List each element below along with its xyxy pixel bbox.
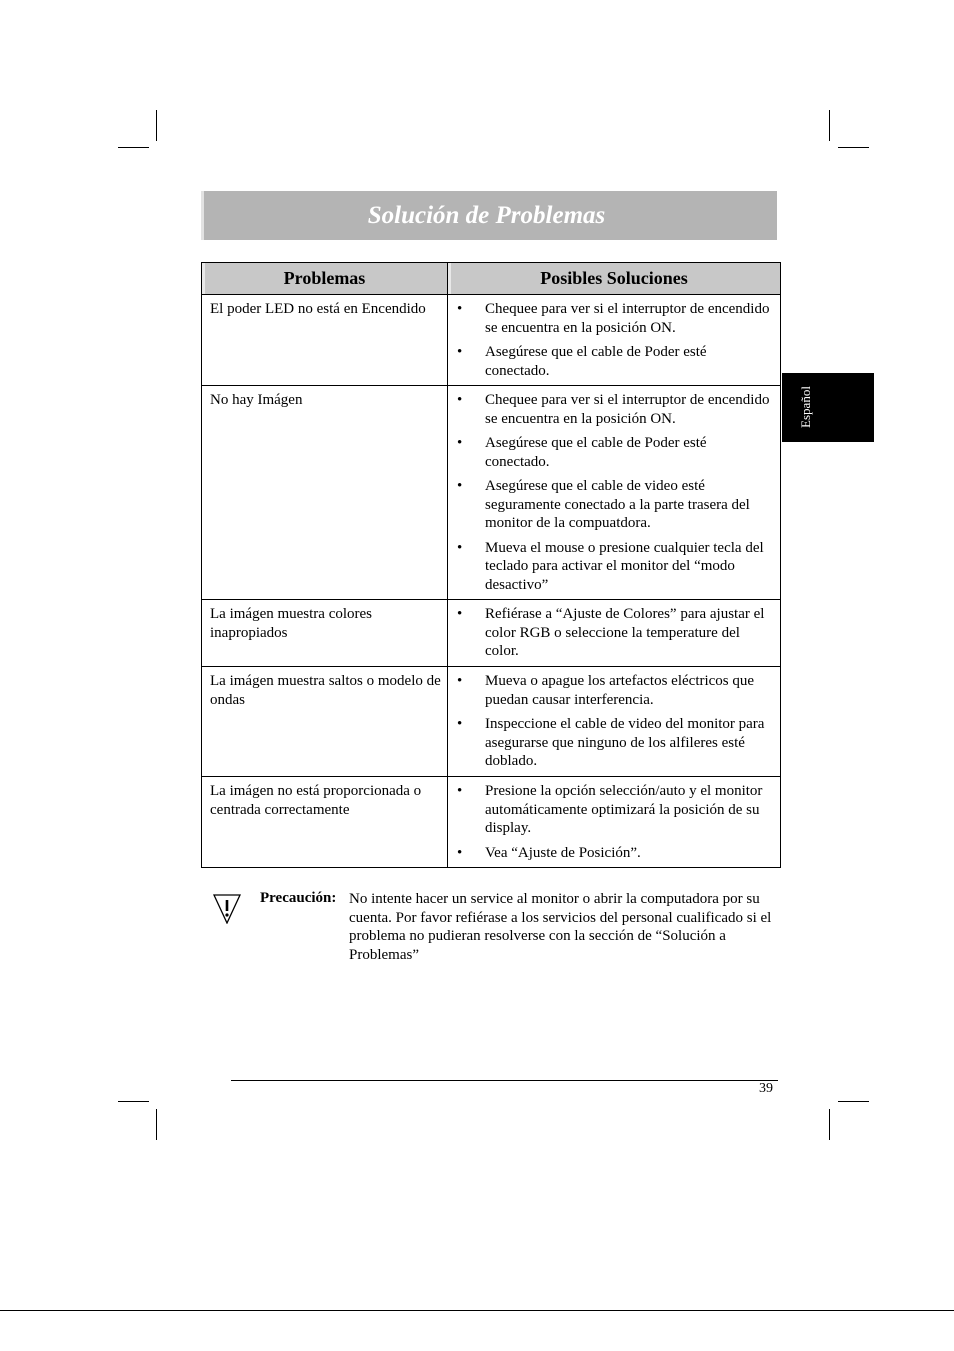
crop-mark [118, 1101, 149, 1102]
solution-item: • Mueva el mouse o presione cualquier tecla del teclado para activar el monitor del “modo desactivo” [456, 539, 772, 595]
problem-cell: No hay Imágen [202, 386, 448, 600]
table-row [202, 600, 781, 667]
solution-cell [448, 600, 781, 667]
solution-item: • Refiérase a “Ajuste de Colores” para ajustar el color RGB o seleccione la temperature del color. [456, 605, 772, 661]
solution-item: • Chequee para ver si el interruptor de encendido se encuentra en la posición ON. [456, 300, 772, 337]
footer-rule [231, 1080, 778, 1081]
caution-label: Precaución: [260, 890, 337, 906]
page-bottom-rule [0, 1310, 954, 1311]
caution-icon [213, 894, 241, 924]
solution-item: • Chequee para ver si el interruptor de encendido se encuentra en la posición ON. [456, 391, 772, 428]
column-header-solutions: Posibles Soluciones [448, 263, 781, 295]
solution-item: • Asegúrese que el cable de Poder esté conectado. [456, 434, 772, 471]
solution-cell [448, 386, 781, 600]
table-header-row [202, 263, 781, 295]
solution-item: • Asegúrese que el cable de video esté seguramente conectado a la parte trasera del monitor de la compuatdora. [456, 477, 772, 533]
solution-item: • Inspeccione el cable de video del monitor para asegurarse que ninguno de los alfileres esté doblado. [456, 715, 772, 771]
crop-mark [156, 110, 157, 141]
solution-item: • Asegúrese que el cable de Poder esté conectado. [456, 343, 772, 380]
table-row [202, 667, 781, 777]
solution-cell [448, 295, 781, 386]
table-row [202, 777, 781, 868]
language-side-tab [782, 373, 874, 442]
crop-mark [829, 110, 830, 141]
crop-mark [156, 1109, 157, 1140]
caution-text: No intente hacer un service al monitor o abrir la computadora por su cuenta. Por favor refiérase a los servicios del personal cualificado si el problema no pudieran resolverse con la sección de “Solución a Problemas” [349, 891, 772, 964]
solution-item: • Presione la opción selección/auto y el monitor automáticamente optimizará la posición de su display. [456, 782, 772, 838]
solution-item: • Vea “Ajuste de Posición”. [456, 844, 772, 863]
crop-mark [838, 147, 869, 148]
solution-cell [448, 667, 781, 777]
page-number: 39 [759, 1081, 773, 1096]
side-tab-label: Español [798, 386, 813, 428]
problem-cell: La imágen muestra colores inapropiados [202, 600, 448, 667]
solution-item: • Mueva o apague los artefactos eléctricos que puedan causar interferencia. [456, 672, 772, 709]
table-row [202, 386, 781, 600]
troubleshooting-table [201, 262, 781, 868]
crop-mark [118, 147, 149, 148]
solution-cell [448, 777, 781, 868]
crop-mark [829, 1109, 830, 1140]
column-header-problems: Problemas [202, 263, 448, 295]
problem-cell: La imágen no está proporcionada o centrada correctamente [202, 777, 448, 868]
table-row [202, 295, 781, 386]
page-title: Solución de Problemas [367, 201, 606, 229]
problem-cell: El poder LED no está en Encendido [202, 295, 448, 386]
page-title-bar [201, 191, 777, 240]
problem-cell: La imágen muestra saltos o modelo de ondas [202, 667, 448, 777]
crop-mark [838, 1101, 869, 1102]
